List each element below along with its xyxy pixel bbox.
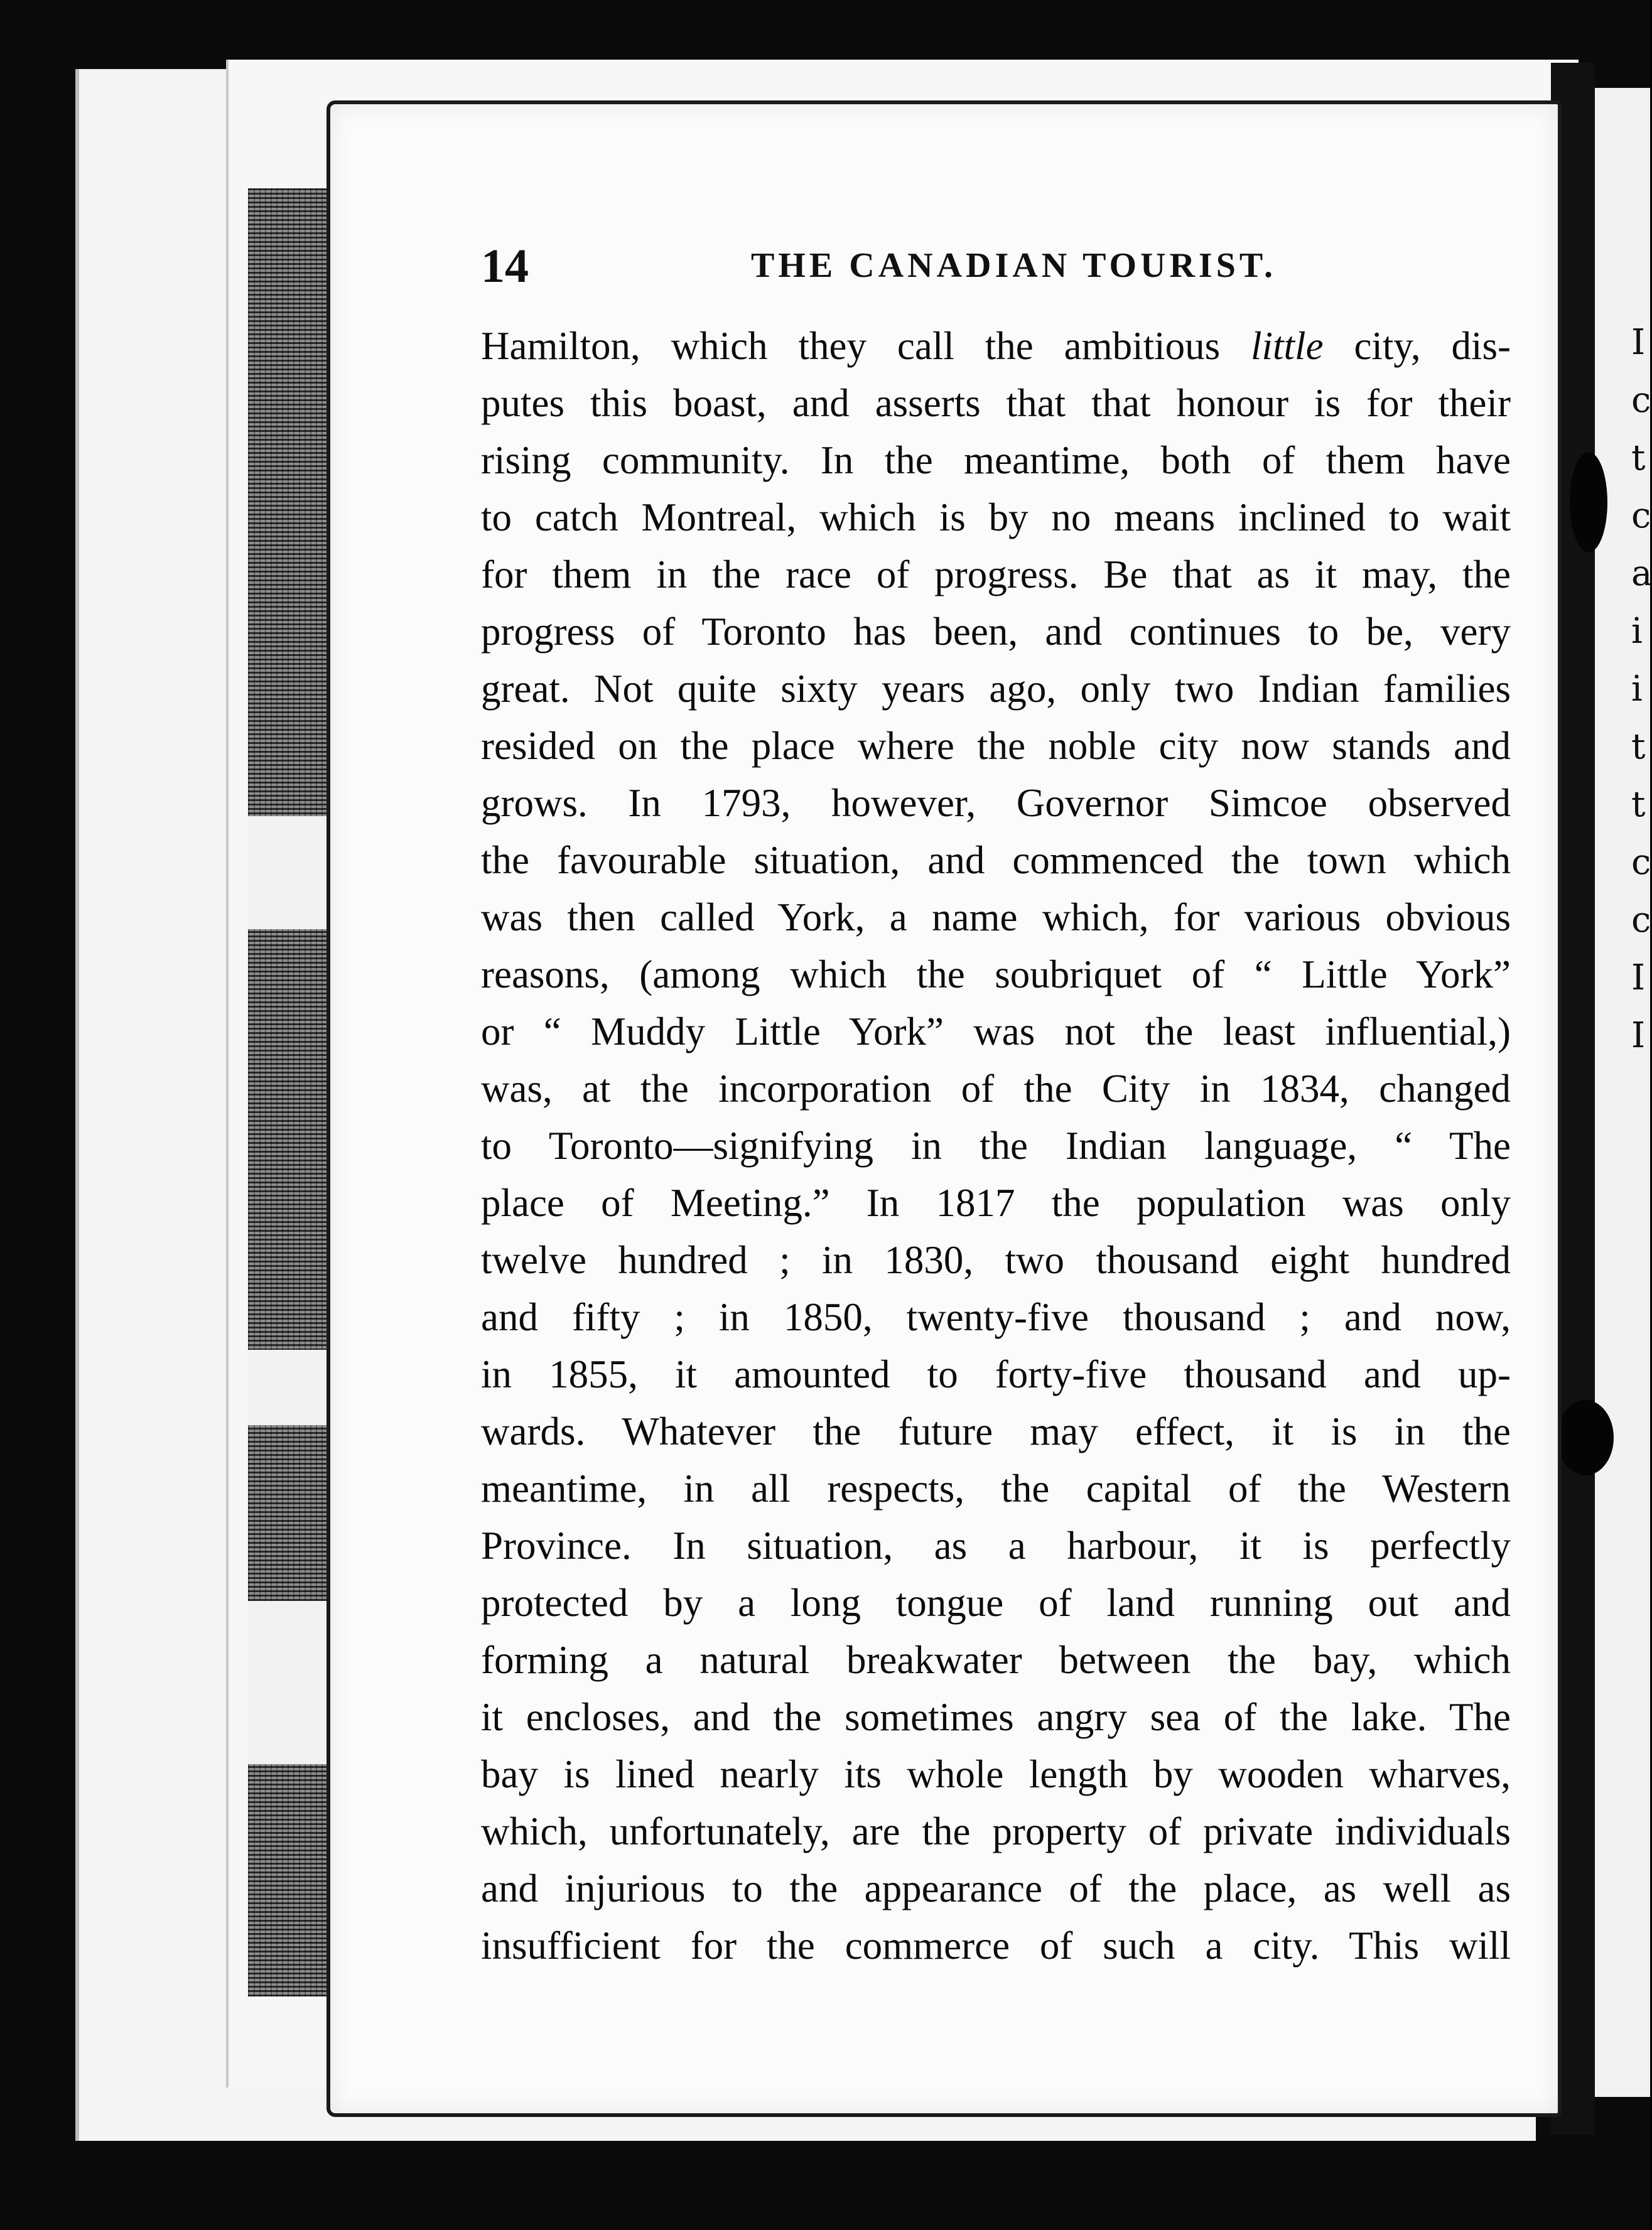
text-line: forming a natural breakwater between the bay, which — [481, 1638, 1511, 1682]
ink-smudge — [1570, 452, 1607, 552]
text-line: great. Not quite sixty years ago, only two Indian families — [481, 667, 1511, 711]
text-line: bay is lined nearly its whole length by wooden wharves, — [481, 1752, 1511, 1796]
fragment: I — [1631, 957, 1646, 998]
running-title: THE CANADIAN TOURIST. — [751, 246, 1277, 285]
text-line: to catch Montreal, which is by no means inclined to wait — [481, 495, 1511, 539]
text-line: place of Meeting.” In 1817 the population was only — [481, 1181, 1511, 1225]
text-line: it encloses, and the sometimes angry sea of the lake. The — [481, 1695, 1511, 1739]
text-line: was then called York, a name which, for various obvious — [481, 895, 1511, 939]
engraving-gap — [248, 1350, 330, 1425]
fragment: t — [1631, 784, 1646, 825]
page-header — [481, 239, 1548, 315]
text-line: progress of Toronto has been, and continues to be, very — [481, 610, 1511, 654]
emphasized-word: little — [1251, 324, 1324, 368]
text-line: Hamilton, which they call the ambitious little city, dis- — [481, 324, 1511, 368]
text-line: to Toronto—signifying in the Indian language, “ The — [481, 1124, 1511, 1168]
text-line: and injurious to the appearance of the place, as well as — [481, 1866, 1511, 1910]
fragment: I — [1631, 322, 1646, 363]
text-line: meantime, in all respects, the capital of the Western — [481, 1467, 1511, 1511]
body-text — [481, 318, 1511, 1974]
text-line: the favourable situation, and commenced the town which — [481, 838, 1511, 882]
fragment: i — [1631, 669, 1643, 709]
text-line: insufficient for the commerce of such a city. This will — [481, 1924, 1511, 1968]
text-line: Province. In situation, as a harbour, it is perfectly — [481, 1524, 1511, 1568]
text-line: in 1855, it amounted to forty-five thousand and up- — [481, 1352, 1511, 1396]
fragment: a — [1631, 553, 1652, 594]
text-line: reasons, (among which the soubriquet of “ Little York” — [481, 952, 1511, 996]
engraving-gap — [248, 1601, 330, 1764]
text-line: for them in the race of progress. Be that as it may, the — [481, 552, 1511, 596]
text-line: twelve hundred ; in 1830, two thousand eight hundred — [481, 1238, 1511, 1282]
text-line: or “ Muddy Little York” was not the least influential,) — [481, 1010, 1511, 1053]
fragment: I — [1631, 1015, 1646, 1056]
book-page — [327, 100, 1562, 2117]
fragment: t — [1631, 726, 1646, 767]
next-page-text-fragments — [1631, 314, 1650, 1065]
ink-smudge — [1557, 1400, 1614, 1475]
text-line: and fifty ; in 1850, twenty-five thousand ; and now, — [481, 1295, 1511, 1339]
text-line: which, unfortunately, are the property of private individuals — [481, 1809, 1511, 1853]
text-line: protected by a long tongue of land running out and — [481, 1581, 1511, 1625]
text-line: grows. In 1793, however, Governor Simcoe observed — [481, 781, 1511, 825]
page-number: 14 — [481, 240, 529, 293]
engraving-gap — [248, 816, 330, 929]
fragment: c — [1631, 900, 1651, 940]
fragment: c — [1631, 842, 1651, 883]
text-line: putes this boast, and asserts that that honour is for their — [481, 381, 1511, 425]
text-line: rising community. In the meantime, both of them have — [481, 438, 1511, 482]
text-line: resided on the place where the noble city now stands and — [481, 724, 1511, 768]
fragment: c — [1631, 380, 1651, 421]
text-line: was, at the incorporation of the City in 1834, changed — [481, 1067, 1511, 1111]
fragment: i — [1631, 611, 1643, 652]
fragment: c — [1631, 495, 1651, 536]
text-line: wards. Whatever the future may effect, it is in the — [481, 1409, 1511, 1453]
fragment: t — [1631, 438, 1646, 478]
